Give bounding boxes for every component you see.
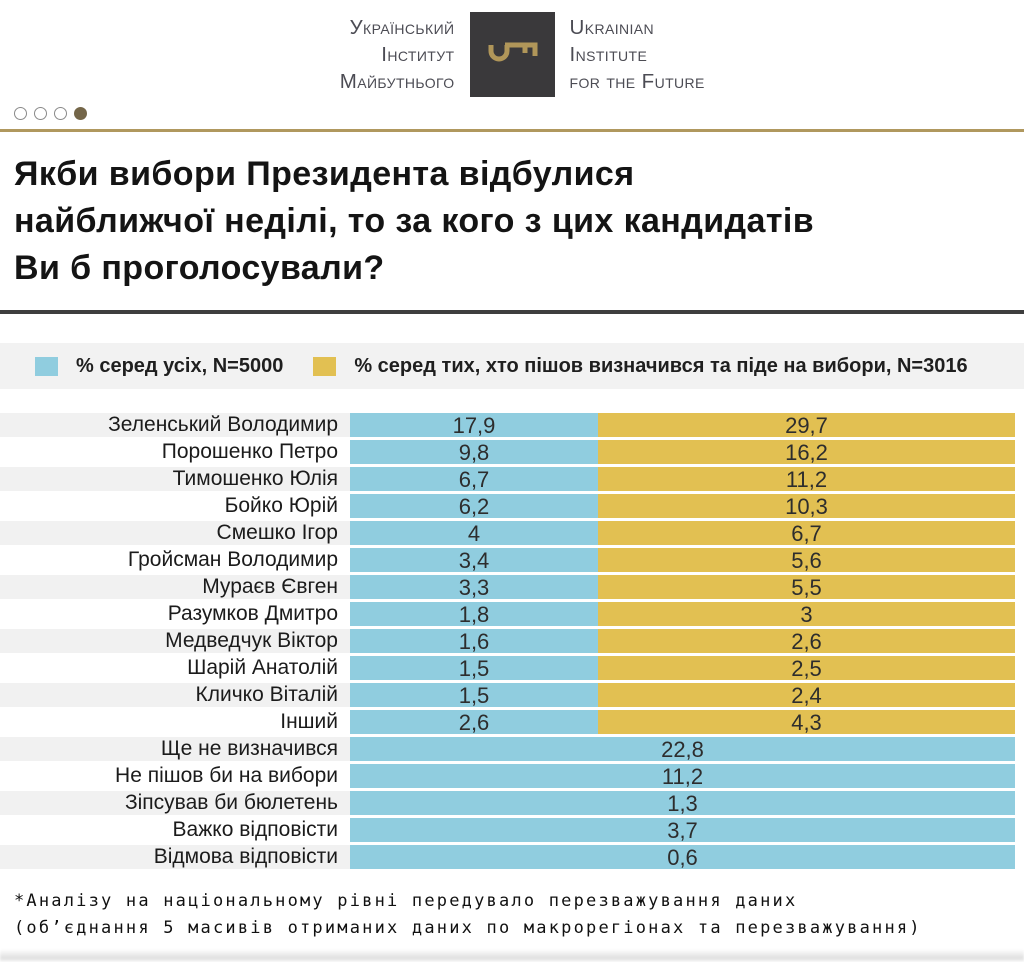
table-row (0, 683, 1024, 707)
header-logo (0, 12, 1024, 97)
bar-all-value: 1,8 (350, 602, 598, 626)
title-line: Якби вибори Президента відбулися (14, 155, 635, 193)
bar-all-value: 6,2 (350, 494, 598, 518)
table-row (0, 791, 1024, 815)
footnote-line: (об’єднання 5 масивів отриманих даних по макрорегіонах та перезважування) (14, 918, 922, 938)
row-bars (350, 845, 1015, 869)
row-label: Медведчук Віктор (0, 629, 350, 653)
logo-ua-line: Інститут (381, 43, 455, 66)
bar-decided-value: 2,4 (598, 683, 1015, 707)
row-bars (350, 602, 1015, 626)
table-row (0, 548, 1024, 572)
row-bars (350, 818, 1015, 842)
table-row (0, 413, 1024, 437)
bar-decided-value: 10,3 (598, 494, 1015, 518)
row-label: Разумков Дмитро (167, 602, 338, 625)
carousel-dot[interactable] (14, 107, 27, 120)
legend-label: % серед тих, хто пішов визначився та піде на вибори, N=3016 (354, 354, 968, 377)
carousel-dots (14, 107, 87, 120)
table-row (0, 737, 1024, 761)
row-label: Ще не визначився (0, 737, 350, 761)
bar-decided-value: 2,5 (598, 656, 1015, 680)
logo-ua-line: Майбутнього (339, 70, 455, 93)
bar-decided-value: 11,2 (598, 467, 1015, 491)
row-label: Бойко Юрій (224, 494, 338, 517)
bar-decided-value: 5,5 (598, 575, 1015, 599)
blue-swatch-icon (35, 357, 58, 376)
row-label: Кличко Віталій (0, 683, 350, 707)
row-label: Мураєв Євген (0, 575, 350, 599)
table-row (0, 602, 1024, 626)
footnote (14, 888, 1014, 942)
row-label: Важко відповісти (172, 818, 338, 841)
row-bars (350, 656, 1015, 680)
bar-decided-value: 5,6 (598, 548, 1015, 572)
row-label: Тимошенко Юлія (0, 467, 350, 491)
bar-all-value: 1,3 (350, 791, 1015, 815)
row-bars (350, 467, 1015, 491)
bar-all-value: 4 (350, 521, 598, 545)
page-title (14, 151, 1014, 292)
bar-all-value: 22,8 (350, 737, 1015, 761)
legend-item-all (35, 355, 283, 378)
row-bars (350, 413, 1015, 437)
row-bars (350, 629, 1015, 653)
yellow-swatch-icon (313, 357, 336, 376)
row-bars (350, 494, 1015, 518)
table-row (0, 575, 1024, 599)
row-bars (350, 548, 1015, 572)
bar-all-value: 9,8 (350, 440, 598, 464)
institute-logo (470, 12, 555, 97)
row-label: Інший (280, 710, 338, 733)
table-row (0, 494, 1024, 518)
bar-decided-value: 2,6 (598, 629, 1015, 653)
logo-text-english (570, 14, 765, 95)
bar-all-value: 1,6 (350, 629, 598, 653)
row-bars (350, 521, 1015, 545)
logo-en-line: for the Future (569, 70, 705, 93)
table-row (0, 818, 1024, 842)
row-label: Відмова відповісти (0, 845, 350, 869)
row-bars (350, 440, 1015, 464)
legend-label: % серед усіх, N=5000 (76, 354, 284, 377)
logo-ua-line: Український (349, 16, 455, 39)
row-label: Зеленський Володимир (0, 413, 350, 437)
row-label: Смешко Ігор (0, 521, 350, 545)
key-icon (482, 32, 542, 77)
bar-all-value: 1,5 (350, 683, 598, 707)
carousel-dot-active[interactable] (74, 107, 87, 120)
logo-text-ukrainian (260, 14, 455, 95)
bar-decided-value: 6,7 (598, 521, 1015, 545)
chart-legend (0, 343, 1024, 389)
bar-decided-value: 4,3 (598, 710, 1015, 734)
logo-en-line: Ukrainian (569, 16, 655, 39)
table-row (0, 521, 1024, 545)
bar-all-value: 3,3 (350, 575, 598, 599)
bottom-shadow (0, 949, 1024, 962)
bar-decided-value: 16,2 (598, 440, 1015, 464)
table-row (0, 629, 1024, 653)
footnote-line: *Аналізу на національному рівні передувало перезважування даних (14, 891, 798, 911)
row-label: Не пішов би на вибори (115, 764, 338, 787)
chart-rows (0, 413, 1024, 872)
legend-item-decided (313, 355, 967, 378)
row-label: Порошенко Петро (161, 440, 338, 463)
title-divider (0, 310, 1024, 314)
bar-all-value: 3,7 (350, 818, 1015, 842)
bar-decided-value: 29,7 (598, 413, 1015, 437)
bar-all-value: 1,5 (350, 656, 598, 680)
row-bars (350, 764, 1015, 788)
carousel-dot[interactable] (54, 107, 67, 120)
table-row (0, 710, 1024, 734)
bar-all-value: 3,4 (350, 548, 598, 572)
row-label: Шарій Анатолій (187, 656, 338, 679)
row-bars (350, 710, 1015, 734)
title-line: найближчої неділі, то за кого з цих кандидатів (14, 202, 815, 240)
table-row (0, 764, 1024, 788)
bar-all-value: 6,7 (350, 467, 598, 491)
bar-all-value: 17,9 (350, 413, 598, 437)
logo-en-line: Institute (569, 43, 648, 66)
carousel-dot[interactable] (34, 107, 47, 120)
row-bars (350, 683, 1015, 707)
table-row (0, 845, 1024, 869)
row-bars (350, 575, 1015, 599)
bar-all-value: 0,6 (350, 845, 1015, 869)
table-row (0, 440, 1024, 464)
gold-divider (0, 129, 1024, 132)
row-label: Гройсман Володимир (127, 548, 338, 571)
row-bars (350, 791, 1015, 815)
bar-all-value: 11,2 (350, 764, 1015, 788)
row-bars (350, 737, 1015, 761)
title-line: Ви б проголосували? (14, 249, 385, 287)
row-label: Зіпсував би бюлетень (0, 791, 350, 815)
table-row (0, 656, 1024, 680)
table-row (0, 467, 1024, 491)
bar-decided-value: 3 (598, 602, 1015, 626)
bar-all-value: 2,6 (350, 710, 598, 734)
